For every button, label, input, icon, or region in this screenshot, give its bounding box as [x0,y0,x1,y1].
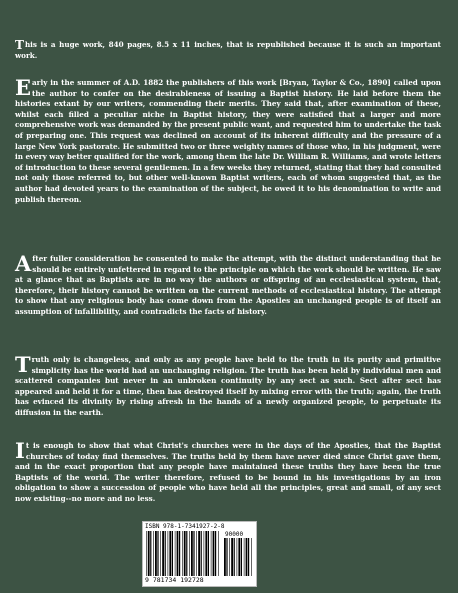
barcode-bar [150,531,151,576]
isbn-label: ISBN 978-1-7341927-2-8 [145,523,225,530]
barcode-bar [157,531,158,576]
paragraph-text: fter fuller consideration he consented to make the attempt, with the distinct understanding that he should be entirely unfettered in regard to the principle on which the work should be written. He saw at a glance that as Baptists are in no way the authors or offspring of an ecclesiastical system, that, therefore, their history cannot be written on the current methods of ecclesiastical history. The attempt to show that any religious body has come down from the Apostles an unchanged people is of itself an assumption of infallibility, and contradicts the facts of history. [15,254,441,316]
barcode-digits: 9 781734 192728 [145,576,204,584]
paragraph-text: his is a huge work, 840 pages, 8.5 x 11 inches, that is republished because it is such an important work. [15,40,441,60]
isbn-barcode [142,521,257,587]
barcode-bar [162,531,164,576]
barcode-bar [224,538,226,576]
paragraph-text: ruth only is changeless, and only as any people have held to the truth in its purity and primitive simplicity has the world had an unchanging religion. The truth has been held by individual men and scattered companies but never in an unbroken continuity by any sect as such. Sect after sect has appeared and held it for a time, then has destroyed itself by mixing error with the truth; again, the truth has evinced its divinity by rising afresh in the hands of a newly organized people, to perpetuate its diffusion in the earth. [15,355,441,417]
barcode-bar [179,531,180,576]
barcode-bar [196,531,197,576]
drop-cap: A [15,251,32,276]
paragraph-origin [15,75,441,205]
barcode-bar [191,531,193,576]
drop-cap: I [15,438,25,463]
barcode-bar [226,538,227,576]
barcode-bar [172,531,173,576]
barcode-bar [165,531,166,576]
barcode-bar [186,531,187,576]
drop-cap: T [15,352,31,377]
barcode-bar [204,531,205,576]
barcode-bar [251,538,252,576]
barcode-addon-number: 90000 [225,531,244,538]
paragraph-text: arly in the summer of A.D. 1882 the publishers of this work [Bryan, Taylor & Co., 1890] called upon the author to confer on the desirableness of issuing a Baptist history. He laid before them the histories extant by our writers, commending their merits. They said that, after examination of these, whilst each filled a peculiar niche in Baptist history, they were satisfied that a larger and more comprehensive work was demanded by the present public want, and requested him to undertake the task of preparing one. This request was declined on account of its inherent difficulty and the pressure of a large New York pastorate. He submitted two or three weighty names of those who, in his judgment, were in every way better qualified for the work, among them the late Dr. William R. Williams, and wrote letters of introduction to these several gentlemen. In a few weeks they returned, stating that they had consulted not only those referred to, but other well-known Baptist writers, each of whom suggested that, as the author had devoted years to the examination of the subject, he owed it to his denomination to write and publish thereon. [15,78,441,204]
barcode-addon-bars [224,538,252,576]
barcode-bar [168,531,169,576]
barcode-bar [205,531,207,576]
barcode-bar [248,538,249,576]
barcode-bar [211,531,212,576]
barcode-bar [234,538,235,576]
barcode-bar [146,531,147,576]
paragraph-truth [15,352,441,419]
barcode-bar [231,538,233,576]
drop-cap: T [15,38,24,52]
barcode-bar [153,531,154,576]
barcode-bar [198,531,200,576]
drop-cap: E [15,75,32,100]
barcode-bar [184,531,186,576]
paragraph-conclusion [15,438,441,505]
barcode-bar [182,531,183,576]
paragraph-text: t is enough to show that what Christ's churches were in the days of the Apostles, that the Baptist churches of today find themselves. The truths held by them have never died since Christ gave them, and in the exact proportion that any people have maintained these truths they have been the true Baptists of the world. The writer therefore, refused to be bound in his investigations by an iron obligation to show a succession of people who have held all the principles, great and small, of any sect now existing--no more and no less. [15,441,441,503]
barcode-bar [160,531,161,576]
barcode-bar [215,531,216,576]
barcode-bar [148,531,150,576]
barcode-bar [208,531,209,576]
barcode-bar [237,538,238,576]
barcode-bar [244,538,245,576]
barcode-bar [213,531,215,576]
barcode-bar [189,531,190,576]
barcode-bar [241,538,242,576]
barcode-bar [169,531,171,576]
barcode-bar [175,531,176,576]
barcode-bar [201,531,202,576]
barcode-bar [229,538,230,576]
barcode-bars [146,531,221,576]
barcode-bar [155,531,157,576]
paragraph-intro [15,40,441,61]
barcode-bar [238,538,240,576]
paragraph-consent [15,251,441,318]
barcode-bar [218,531,219,576]
barcode-bar [246,538,248,576]
barcode-bar [193,531,194,576]
barcode-bar [177,531,179,576]
